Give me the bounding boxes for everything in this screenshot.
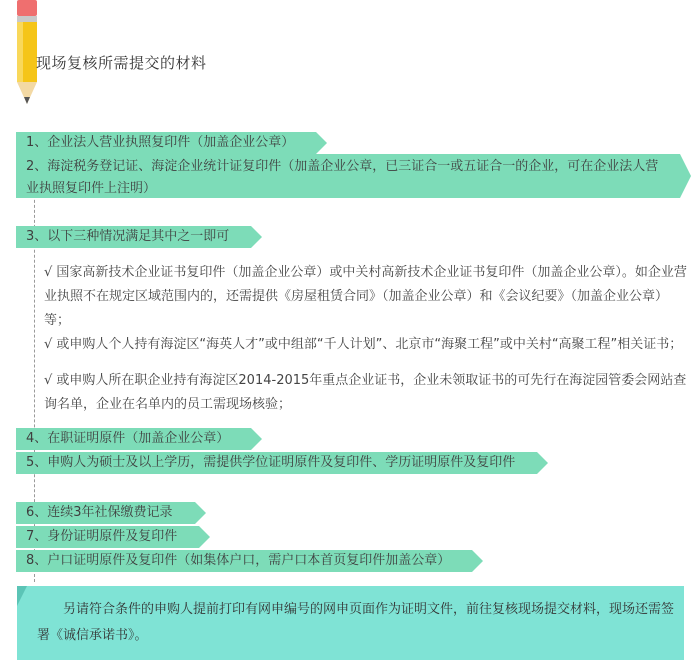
item-8-tag: 8、户口证明原件及复印件（如集体户口，需户口本首页复印件加盖公章）: [16, 550, 472, 572]
item-6-tag: 6、连续3年社保缴费记录: [16, 502, 195, 524]
item-4-tag: 4、在职证明原件（加盖企业公章）: [16, 428, 251, 450]
item-2-tag: 2、海淀税务登记证、海淀企业统计证复印件（加盖企业公章，已三证合一或五证合一的企业，可在企业法人营业执照复印件上注明）: [16, 154, 680, 198]
item-3-tag: 3、以下三种情况满足其中之一即可: [16, 226, 251, 248]
item-1-tag: 1、企业法人营业执照复印件（加盖企业公章）: [16, 132, 316, 154]
condition-2: √ 或申购人个人持有海淀区“海英人才”或中组部“千人计划”、北京市“海聚工程”或中关村“高聚工程”相关证书；: [44, 337, 683, 352]
condition-1: √ 国家高新技术企业证书复印件（加盖企业公章）或中关村高新技术企业证书复印件（加盖企业公章）。如企业营业执照不在规定区域范围内的，还需提供《房屋租赁合同》（加盖企业公章）和《会议纪要》（加盖企业公章）等；: [44, 265, 687, 328]
note-corner-tab: [17, 586, 27, 606]
item-5-tag: 5、申购人为硕士及以上学历，需提供学位证明原件及复印件、学历证明原件及复印件: [16, 452, 537, 474]
page-title: 现场复核所需提交的材料: [36, 54, 207, 72]
item-7-tag: 7、身份证明原件及复印件: [16, 526, 199, 548]
note-box: 另请符合条件的申购人提前打印有网申编号的网申页面作为证明文件，前往复核现场提交材料，现场还需签署《诚信承诺书》。: [17, 586, 684, 660]
condition-3: √ 或申购人所在职企业持有海淀区2014-2015年重点企业证书，企业未领取证书的可先行在海淀园管委会网站查询名单，企业在名单内的员工需现场核验；: [44, 373, 687, 412]
